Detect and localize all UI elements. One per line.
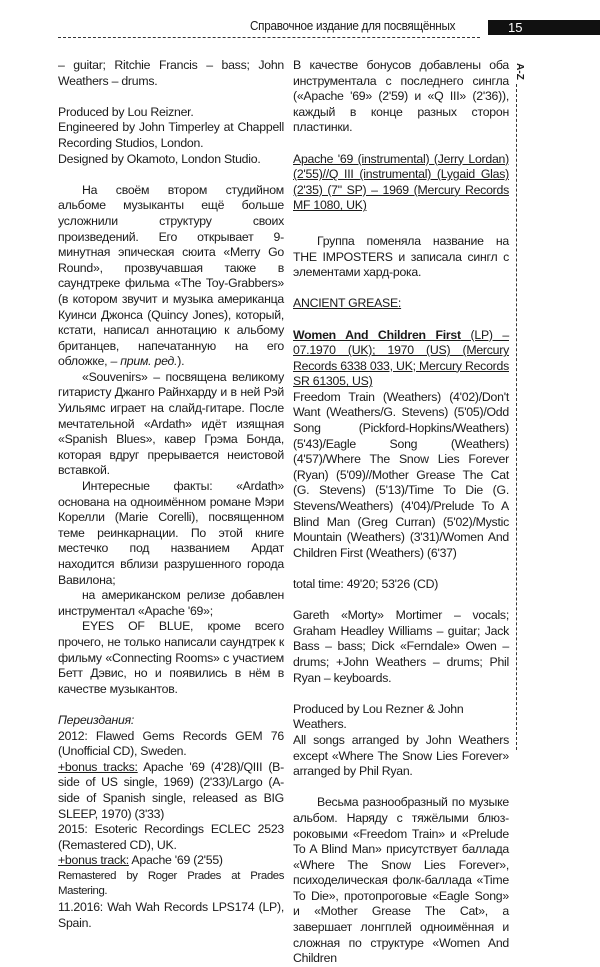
arrangement-credit: All songs arranged by John Weathers except «Where The Snow Lies Forever» arranged by Phil Ryan. xyxy=(293,732,509,779)
running-header-title: Справочное издание для посвящённых xyxy=(250,18,456,33)
bonus-label: +bonus tracks: xyxy=(58,759,138,774)
bonus-text: Apache '69 (2'55) xyxy=(128,853,223,868)
total-time: total time: 49'20; 53'26 (CD) xyxy=(293,577,439,591)
right-column xyxy=(293,58,509,967)
remaster-credit: Remastered by Roger Prades at Prades Mastering. xyxy=(58,869,284,898)
album-entry xyxy=(293,328,509,390)
reissue-2012: 2012: Flawed Gems Records GEM 76 (Unofficial CD), Sweden. xyxy=(58,728,284,759)
page-number: 15 xyxy=(488,20,600,35)
reissue-2016: 11.2016: Wah Wah Records LPS174 (LP), Spain. xyxy=(58,900,284,930)
bonus-text: Apache '69 (4'28)/QIII (B-side of US single, 1969) (2'33)/Largo (A-side of Spanish single, released as BIG SLEEP, 1970) (3'33) xyxy=(58,759,284,821)
lineup-continued: – guitar; Ritchie Francis – bass; John Weathers – drums. xyxy=(58,58,284,88)
paragraph-souvenirs: «Souvenirs» – посвящена великому гитаристу Джанго Райнхарду и в ней Рэй Уильямс играет на слайд-гитаре. После мечтательной «Ardath» идёт изящная «Spanish Blues», кавер Грэма Бонда, которая вдруг прерывается неистовой вставкой. xyxy=(58,369,284,478)
left-column xyxy=(58,58,284,931)
album-review: Весьма разнообразный по музыке альбом. Наряду с тяжёлыми блюз-роковыми «Freedom Train» и «Prelude To A Blind Man» присутствует баллада «Where The Snow Lies Forever», психоделическая фолк-баллада «Time To Die», протопроговые «Eagle Song» и «Mother Grease The Cat», а завершает лонгплей одноимённая и сложная по структуре «Women And Children xyxy=(293,795,509,966)
header-divider xyxy=(58,37,480,38)
paragraph-soundtrack: EYES OF BLUE, кроме всего прочего, не только написали саундтрек к фильму «Connecting Rooms» с участием Бетт Дэвис, но и появились в нём в качестве музыкантов. xyxy=(58,619,284,696)
bonus-note: В качестве бонусов добавлены оба инструментала с последнего сингла («Apache '69» (2'59) и «Q III» (2'36)), каждый в конце разных сторон пластинки. xyxy=(293,58,509,135)
producer-credit: Produced by Lou Rezner & John Weathers. xyxy=(293,701,464,732)
album-description xyxy=(58,183,284,370)
description-text: На своём втором студийном альбоме музыканты ещё больше усложнили структуру своих произведений. Его открывает 9-минутная эпическая сюита «Merry Go Round», прозвучавшая также в саундтреке фильма «The Toy-Grabbers» (в котором звучит и музыка американца Куинси Джонса (Quincy Jones), который, кстати, написал аннотацию к альбому британцев, напечатанную на его обложке, xyxy=(58,182,284,369)
side-tab-label: A-Z xyxy=(513,63,525,80)
credit-design: Designed by Okamoto, London Studio. xyxy=(58,151,261,166)
credit-producer: Produced by Lou Reizner. xyxy=(58,104,194,119)
reissue-2015: 2015: Esoteric Recordings ECLEC 2523 (Remastered CD), UK. xyxy=(58,822,284,852)
album-title: Women And Children First xyxy=(293,327,461,342)
reissues-title: Переиздания: xyxy=(58,712,135,727)
reissues-heading xyxy=(58,713,284,729)
name-change-paragraph: Группа поменяла название на THE IMPOSTERS и записала сингл с элементами хард-рока. xyxy=(293,233,509,280)
margin-divider xyxy=(516,84,517,750)
description-end: ). xyxy=(177,354,185,369)
band-heading: ANCIENT GREASE: xyxy=(293,296,402,311)
lineup: Gareth «Morty» Mortimer – vocals; Graham Headley Williams – guitar; Jack Bass – bass; Dick «Ferndale» Owen – drums; +John Weathers – drums; Phil Ryan – keyboards. xyxy=(293,608,509,685)
reissue-2015-bonus xyxy=(58,853,284,869)
bonus-label: +bonus track: xyxy=(58,853,129,868)
editor-note: – прим. ред. xyxy=(110,354,178,369)
album-info: (LP) – 07.1970 (UK); 1970 (US) (Mercury Records 6338 033, UK; Mercury Records SR 61305, US) xyxy=(293,327,509,389)
paragraph-us-release: на американском релизе добавлен инструментал «Apache '69»; xyxy=(58,588,284,618)
paragraph-facts: Интересные факты: «Ardath» основана на одноимённом романе Мэри Корелли (Marie Corelli), посвященном теме реинкарнации. По этой книге местечко под названием Ардат находится вблизи разрушенного города Вавилона; xyxy=(58,479,284,587)
single-entry: Apache '69 (instrumental) (Jerry Lordan) (2'55)//Q III (instrumental) (Lygaid Glas) (2'35) (7" SP) – 1969 (Mercury Records MF 1080, UK) xyxy=(293,151,509,213)
tracklist: Freedom Train (Weathers) (4'02)/Don't Want (Weathers/G. Stevens) (5'05)/Odd Song (Pickford-Hopkins/Weathers) (5'43)/Eagle Song (Weathers) (4'57)/Where The Snow Lies Forever (Ryan) (5'09)//Mother Grease The Cat (G. Stevens) (5'13)/Time To Die (G. Stevens/Weathers) (4'04)/Prelude To A Blind Man (Greg Curran) (5'02)/Mystic Mountain (Weathers) (3'31)/Women And Children First (Weathers) (6'37) xyxy=(293,389,509,560)
reissue-2012-bonus xyxy=(58,760,284,822)
credit-engineer: Engineered by John Timperley at Chappell Recording Studios, London. xyxy=(58,120,284,150)
